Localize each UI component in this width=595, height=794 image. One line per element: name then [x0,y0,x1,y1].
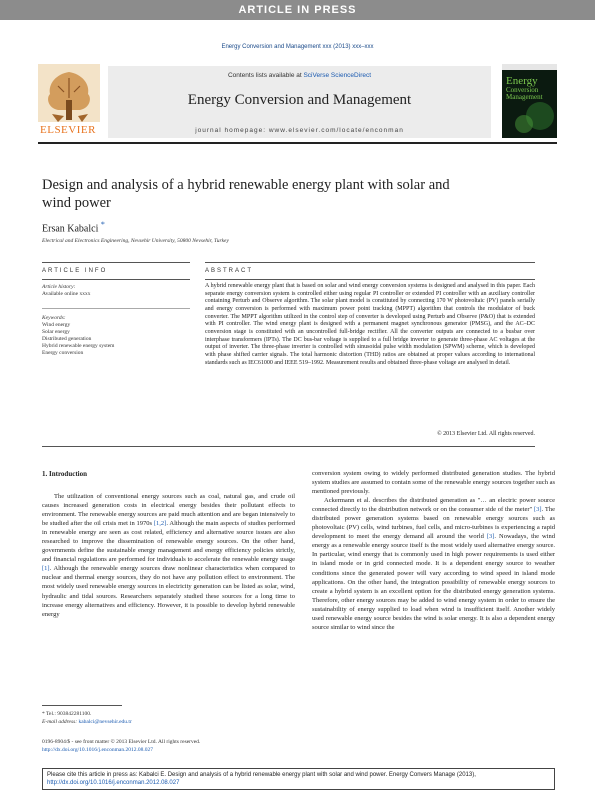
abstract-bottom-rule [42,446,535,447]
issn-block [42,738,200,754]
email-label: E-mail address: [42,719,79,725]
intro-right-text-b: . The distributed power generation systems based on renewable energy sources such as photovoltaic (PV) cells, wind turbines, fuel cells, and micro-turbines is experiencing a rapid development to meet the energy demand all around the world [312,506,555,541]
intro-left-text-a: The utilization of conventional energy sources such as coal, natural gas, and crude oil causes increased generation costs in electrical energy besides their pollutant effects to environment. The renewable energy sources are paid much attention and are began intensively to be studied after the oil crisis met in 1970s [42,493,295,528]
citation-link[interactable]: [3] [486,533,495,541]
intro-right-text-c: . Nowadays, the wind energy as a renewable energy source itself is the most widely used alternative energy source. In particular, wind energy that is commonly used in high power requirements is used either in island mode or in grid connected mode. It is a dependent energy source to weather conditions since the generated power will vary according to wind speed in island mode applications. On the other hand, the integration possibility of renewable energy sources to create a hybrid system is an excellent option for the distributed energy generation systems. Therefore, other energy sources may be added to wind energy system in order to ensure the sustainability of energy supplied to load when wind is insufficient itself. Another widely used renewable energy source besides the wind is solar energy. It is also a dependent energy source similar to wind since the [312,533,555,631]
journal-masthead [38,62,557,144]
keywords-list [42,315,192,357]
article-info-top-rule [42,262,190,263]
citation-notice-box [42,768,555,790]
article-doi-link[interactable]: http://dx.doi.org/10.1016/j.enconman.2012.08.027 [42,747,153,753]
abstract-heading: ABSTRACT [205,268,254,274]
intro-right-paragraph-2 [312,496,555,632]
introduction-left-column [42,492,295,619]
article-in-press-banner: ARTICLE IN PRESS [0,0,595,20]
footnote-email-line [42,718,132,726]
cover-title-text [506,76,543,101]
corresponding-author-mark[interactable]: * [100,220,105,229]
article-history-label: Article history: [42,284,76,290]
keyword-item: Distributed generation [42,336,92,342]
corresponding-author-footnote [42,710,132,726]
keywords-label: Keywords: [42,315,66,321]
masthead-rule [38,142,557,144]
contents-lists-line [108,72,491,79]
journal-reference-link[interactable]: Energy Conversion and Management xxx (2013) xxx–xxx [221,44,374,50]
issn-line: 0196-8904/$ - see front matter © 2013 Elsevier Ltd. All rights reserved. [42,739,201,745]
citation-doi-link[interactable]: http://dx.doi.org/10.1016/j.enconman.2012.08.027 [47,780,180,786]
cover-title-line-2: Conversion [506,86,539,94]
citation-notice-text: Please cite this article in press as: Kabalci E. Design and analysis of a hybrid renewable energy plant with solar and wind power. Energy Convers Manage (2013), [47,772,476,778]
citation-link[interactable]: [1] [42,565,50,573]
homepage-url-link[interactable]: www.elsevier.com/locate/enconman [268,127,404,134]
citation-link[interactable]: [3] [533,506,542,514]
elsevier-wordmark: ELSEVIER [40,124,96,136]
article-info-heading: ARTICLE INFO [42,268,108,274]
keyword-item: Solar energy [42,329,70,335]
journal-homepage-line [108,127,491,134]
intro-right-text-a: Ackermann et al. describes the distributed generation as "… an electric power source connected directly to the distribution network or on the consumer side of the meter" [312,497,555,514]
homepage-label: journal homepage: [195,127,269,134]
citation-link[interactable]: [1,2] [153,520,167,528]
contents-prefix: Contents lists available at [227,72,304,79]
intro-right-paragraph-1: conversion system owing to widely performed distributed generation studies. The hybrid system studies are assumed to contain some of the renewable energy sources together such as mentioned previously. [312,470,555,496]
journal-cover-image [502,64,557,138]
author-email-link[interactable]: kabalci@nevsehir.edu.tr [78,719,132,725]
masthead-center-panel [108,66,491,138]
author-affiliation: Electrical and Electronics Engineering, Nevsehir University, 50800 Nevsehir, Turkey [42,238,229,244]
keyword-item: Wind energy [42,322,71,328]
keywords-separator [42,308,190,309]
abstract-copyright: © 2013 Elsevier Ltd. All rights reserved. [437,431,535,437]
sciencedirect-link[interactable]: SciVerse ScienceDirect [303,72,372,79]
article-history [42,284,192,298]
keyword-item: Hybrid renewable energy system [42,343,115,349]
article-history-value: Available online xxxx [42,291,91,297]
article-title: Design and analysis of a hybrid renewable energy plant with solar and wind power [42,177,450,211]
footnote-tel: * Tel.: 903842281100. [42,711,92,717]
cover-title-line-3: Management [506,93,543,101]
intro-left-text-c: . Although the renewable energy sources draw nonlinear characteristics when compared to nuclear and thermal energy sources, they do not have any pollution effect to environment. The most widely used renewable energy sources in electricity generation can be listed as solar, wind, hydraulic and tidal sources. Researchers separately studied these sources for a long time to increase energy alternatives and efficiency. However, it is possible to develop hybrid renewable energy [42,565,295,618]
footnote-rule [42,705,122,706]
abstract-under-rule [205,279,535,280]
introduction-right-column [312,469,555,632]
keyword-item: Energy conversion [42,350,84,356]
cover-title-line-1: Energy [506,75,538,87]
introduction-heading: 1. Introduction [42,470,87,478]
author-name: Ersan Kabalci [42,223,99,235]
article-info-under-rule [42,279,190,280]
journal-title: Energy Conversion and Management [187,92,412,108]
abstract-text: A hybrid renewable energy plant that is based on solar and wind energy conversion systems is designed and analysed in this paper. Each separate energy conversion system is controlled either using regular PI controller or extended PI controller with an auxiliary controller containing Perturb and Observe algorithm. The solar plant model is constituted by connecting 170 W photovoltaic (PV) panels serially and energy conversion is performed with maximum power point tracking (MPPT) algorithm that controls the modulator of buck converter. The MPPT algorithm utilized in the control step of converter is developed using Perturb and Observe (P&O) that is extended with PI controller. The wind energy plant is designed with a permanent magnet synchronous generator (PMSG), and the AC–DC conversion stage is constituted with an uncontrolled full-bridge rectifier. All the converter outputs are connected to a busbar over interphase transformers (IPTs). The DC bus-bar voltage is supplied to a full bridge inverter to generate three-phase AC voltages at the output of inverter. The three-phase inverter is controlled with sinusoidal pulse width modulation (SPWM) scheme, which is developed with phase shifted carrier signals. The total harmonic distortion (THD) ratios are obtained at proper values according to international standards such as IEC61000 and IEEE 519–1992. Measurement results and obtained three-phase voltage are analysed in detail. [205,283,535,366]
intro-left-text-b: . Although the main aspects of studies performed in renewable energy are seen as cost related, efficiency and alternative source issues are also researched to improve the dissemination of renewable energy sources. On the other hand, governments define the sustainable energy management and energy efficiency policies strictly, and financial regulations are performed for individuals to accelerate the renewable energy usage [42,520,296,564]
abstract-top-rule [205,262,535,263]
author-line [42,220,105,234]
